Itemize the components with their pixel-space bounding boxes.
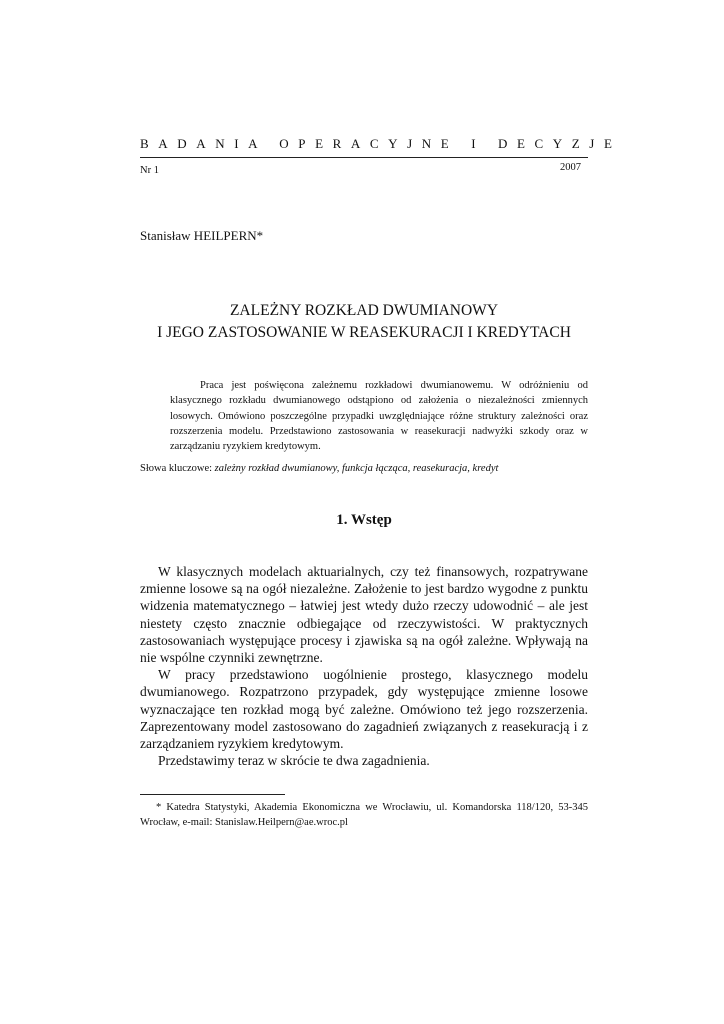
title-line-1: ZALEŻNY ROZKŁAD DWUMIANOWY (229, 302, 499, 319)
issue-year: 2007 (560, 162, 581, 173)
body-paragraph: W pracy przedstawiono uogólnienie prostego, klasycznego modelu dwumianowego. Rozpatrzono przypadek, gdy występujące zmienne losowe wyznaczające ten rozkład mogą być zależne. Omówiono też jego rozszerzenia. Zaprezentowany model zastosowano do zagadnień związanych z reasekuracją i z zarządzaniem ryzykiem kredytowym. (140, 667, 588, 752)
author-name: Stanisław HEILPERN* (140, 228, 264, 243)
issue-number: Nr 1 (140, 165, 159, 176)
body-paragraph: Przedstawimy teraz w skrócie te dwa zagadnienia. (158, 753, 430, 769)
section-body (140, 563, 588, 769)
header-rule (140, 157, 588, 158)
section-heading: 1. Wstęp (336, 512, 392, 528)
keywords (140, 463, 600, 474)
keywords-label: Słowa kluczowe: (140, 463, 215, 474)
title-line-2: I JEGO ZASTOSOWANIE W REASEKURACJI I KREDYTACH (157, 324, 571, 341)
keywords-terms: zależny rozkład dwumianowy, funkcja łącząca, reasekuracja, kredyt (214, 463, 499, 474)
footnote: * Katedra Statystyki, Akademia Ekonomiczna we Wrocławiu, ul. Komandorska 118/120, 53-345 Wrocław, e-mail: Stanislaw.Heilpern@ae.wroc.pl (140, 802, 588, 828)
journal-title: BADANIA OPERACYJNE I DECYZJE (140, 136, 622, 151)
abstract: Praca jest poświęcona zależnemu rozkładowi dwumianowemu. W odróżnieniu od klasycznego rozkładu dwumianowego odstąpiono od założenia o niezależności zmiennych losowych. Omówiono poszczególne przypadki uwzględniające różne struktury zależności oraz rozszerzenia modelu. Przedstawiono zastosowania w reasekuracji nadwyżki szkody oraz w zarządzaniu ryzykiem kredytowym. (170, 380, 588, 453)
footnote-rule (140, 794, 285, 795)
body-paragraph: W klasycznych modelach aktuarialnych, czy też finansowych, rozpatrywane zmienne losowe są na ogół niezależne. Założenie to jest bardzo wygodne z punktu widzenia matematycznego – łatwiej jest wtedy dużo rzeczy udowodnić – ale jest niestety często znacznie odbiegające od rzeczywistości. W praktycznych zastosowaniach występujące procesy i zjawiska są na ogół zależne. Wpływają na nie wspólne czynniki zewnętrzne. (140, 564, 588, 666)
paper-title (140, 300, 588, 344)
